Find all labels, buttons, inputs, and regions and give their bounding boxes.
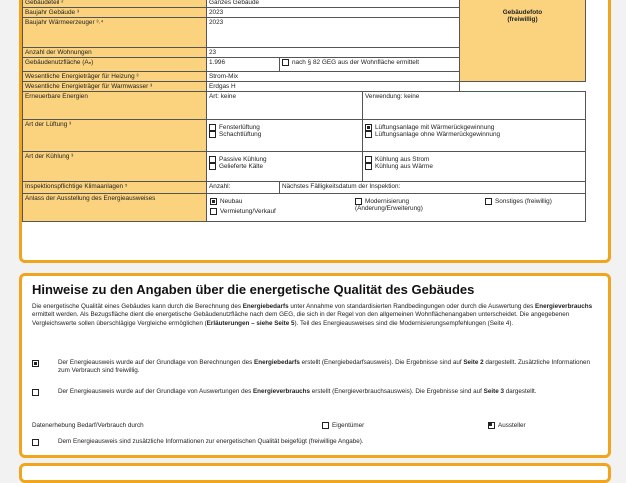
- kuehlung-passiv-checkbox[interactable]: [209, 156, 216, 163]
- kuehlung-option[interactable]: [365, 163, 433, 170]
- kuehlung-geliefert-checkbox[interactable]: [209, 163, 216, 170]
- hints-title: Hinweise zu den Angaben über die energetische Qualität des Gebäudes: [32, 282, 475, 297]
- hints-panel: [19, 273, 611, 458]
- bedarf-text: Der Energieausweis wurde auf der Grundlage von Berechnungen des Energiebedarfs erstellt (Energiebedarfsausweis). Die Ergebnisse sind auf Seite 2 dargestellt. Zusätzliche Informationen zum Verbrauch sind freiwillig.: [58, 359, 591, 375]
- lueftung-schacht-label: Schachtlüftung: [219, 131, 262, 139]
- building-data-panel: [19, 0, 611, 263]
- building-data-table: [22, 0, 586, 222]
- aussteller-checkbox[interactable]: [488, 422, 495, 429]
- label-anlass: Anlass der Ausstellung des Energieausweises: [23, 194, 207, 222]
- anlass-sonstiges-checkbox[interactable]: [485, 198, 492, 205]
- lueftung-fenster-checkbox[interactable]: [209, 124, 216, 131]
- kuehlung-passiv-label: Passive Kühlung: [219, 156, 267, 164]
- eigentuemer-label: Eigentümer: [332, 422, 365, 430]
- anlass-option[interactable]: [485, 198, 552, 205]
- lueftung-fenster-label: Fensterlüftung: [219, 124, 260, 132]
- value-anzahl-wohnungen: 23: [207, 48, 460, 58]
- aussteller-option[interactable]: [488, 422, 526, 430]
- anlass-neubau-checkbox[interactable]: [210, 198, 217, 205]
- building-photo-area: [460, 0, 586, 82]
- label-energietraeger-warmwasser: Wesentliche Energieträger für Warmwasser ³: [23, 82, 207, 92]
- zusatz-option[interactable]: [32, 438, 600, 448]
- kuehlung-waerme-label: Kühlung aus Wärme: [375, 163, 433, 171]
- kuehlung-geliefert-label: Gelieferte Kälte: [219, 163, 264, 171]
- verbrauch-text: Der Energieausweis wurde auf der Grundlage von Auswertungen des Energieverbrauchs erstellt (Energieverbrauchsausweis). Die Ergebnisse sind auf Seite 3 dargestellt.: [58, 388, 537, 395]
- kuehlung-col-1: [207, 152, 363, 182]
- value-erneuerbare-art: Art: keine: [207, 92, 363, 120]
- value-baujahr-waermeerzeuger: 2023: [207, 18, 460, 48]
- value-gebaeudeteil: Ganzes Gebäude: [207, 0, 460, 8]
- label-klimaanlagen: Inspektionspflichtige Klimaanlagen ⁵: [23, 182, 207, 194]
- label-gebaeudeteil: Gebäudeteil ²: [23, 0, 207, 8]
- value-erneuerbare-verwendung: Verwendung: keine: [363, 92, 586, 120]
- kuehlung-col-2: [363, 152, 586, 182]
- zusatz-checkbox[interactable]: [32, 439, 39, 446]
- kuehlung-option[interactable]: [209, 163, 263, 170]
- lueftung-ohne-wrg-checkbox[interactable]: [365, 131, 372, 138]
- label-baujahr-waermeerzeuger: Baujahr Wärmeerzeuger ³˒⁴: [23, 18, 207, 48]
- lueftung-option[interactable]: [209, 124, 260, 131]
- value-energietraeger-warmwasser: Erdgas H: [207, 82, 460, 92]
- building-photo-label: Gebäudefoto (freiwillig): [502, 9, 543, 23]
- hints-paragraph: Die energetische Qualität eines Gebäudes kann durch die Berechnung des Energiebedarfs unter Annahme von standardisierten Randbedingungen oder durch die Auswertung des Energieverbrauchs ermittelt werden. Als Bezugsfläche dient die energetische Gebäudenutzfläche nach dem GEG, die sich in der Regel von den allgemeinen Wohnflächenangaben unterscheidet. Die angegebenen Vergleichswerte sollen überschlägige Vergleiche ermöglichen (Erläuterungen – siehe Seite 5). Teil des Energieausweises sind die Modernisierungsempfehlungen (Seite 4).: [32, 303, 593, 327]
- label-kuehlung: Art der Kühlung ³: [23, 152, 207, 182]
- value-baujahr-gebaeude: 2023: [207, 8, 460, 18]
- anlass-neubau-label: Neubau: [220, 198, 243, 206]
- lueftung-col-1: [207, 120, 363, 152]
- kuehlung-strom-label: Kühlung aus Strom: [375, 156, 430, 164]
- lueftung-option[interactable]: [365, 124, 494, 131]
- kuehlung-waerme-checkbox[interactable]: [365, 163, 372, 170]
- nutzflaeche-checkbox[interactable]: [282, 59, 289, 66]
- kuehlung-option[interactable]: [209, 156, 267, 163]
- verbrauch-option[interactable]: [32, 388, 600, 406]
- label-erneuerbare: Erneuerbare Energien: [23, 92, 207, 120]
- anlass-option[interactable]: [210, 208, 276, 215]
- anlass-vermietung-checkbox[interactable]: [210, 208, 217, 215]
- value-klimaanlagen-anzahl: Anzahl:: [207, 182, 280, 194]
- next-section-panel: [19, 463, 611, 483]
- eigentuemer-checkbox[interactable]: [322, 422, 329, 429]
- label-energietraeger-heizung: Wesentliche Energieträger für Heizung ³: [23, 72, 207, 82]
- zusatz-text: Dem Energieausweis sind zusätzliche Informationen zur energetischen Qualität beigefügt (freiwillige Angabe).: [58, 438, 364, 445]
- anlass-sonstiges-label: Sonstiges (freiwillig): [495, 198, 552, 206]
- verbrauch-checkbox[interactable]: [32, 389, 39, 396]
- bedarf-checkbox[interactable]: [32, 360, 39, 367]
- value-klimaanlagen-faelligkeit: Nächstes Fälligkeitsdatum der Inspektion:: [280, 182, 586, 194]
- label-baujahr-gebaeude: Baujahr Gebäude ³: [23, 8, 207, 18]
- label-anzahl-wohnungen: Anzahl der Wohnungen: [23, 48, 207, 58]
- anlass-option[interactable]: [355, 198, 465, 212]
- label-nutzflaeche: Gebäudenutzfläche (Aₙ): [23, 58, 207, 72]
- kuehlung-strom-checkbox[interactable]: [365, 156, 372, 163]
- nutzflaeche-option-label: nach § 82 GEG aus der Wohnfläche ermittelt: [292, 59, 420, 67]
- anlass-modernisierung-label: Modernisierung (Änderung/Erweiterung): [355, 198, 423, 213]
- lueftung-ohne-wrg-label: Lüftungsanlage ohne Wärmerückgewinnung: [375, 131, 501, 139]
- nutzflaeche-option[interactable]: [280, 58, 460, 72]
- aussteller-label: Aussteller: [498, 422, 526, 430]
- anlass-modernisierung-checkbox[interactable]: [355, 198, 362, 205]
- lueftung-mit-wrg-checkbox[interactable]: [365, 124, 372, 131]
- label-lueftung: Art der Lüftung ³: [23, 120, 207, 152]
- anlass-options: [207, 194, 586, 222]
- lueftung-option[interactable]: [209, 131, 261, 138]
- lueftung-mit-wrg-label: Lüftungsanlage mit Wärmerückgewinnung: [375, 124, 495, 132]
- kuehlung-option[interactable]: [365, 156, 429, 163]
- lueftung-col-2: [363, 120, 586, 152]
- value-energietraeger-heizung: Strom-Mix: [207, 72, 460, 82]
- bedarf-option[interactable]: [32, 359, 600, 377]
- lueftung-schacht-checkbox[interactable]: [209, 131, 216, 138]
- lueftung-option[interactable]: [365, 131, 500, 138]
- anlass-option[interactable]: [210, 198, 242, 205]
- datenerhebung-label: Datenerhebung Bedarf/Verbrauch durch: [32, 422, 144, 429]
- value-nutzflaeche: 1.996: [207, 58, 280, 72]
- eigentuemer-option[interactable]: [322, 422, 364, 430]
- datenerhebung-row: [32, 422, 600, 432]
- anlass-vermietung-label: Vermietung/Verkauf: [220, 208, 276, 216]
